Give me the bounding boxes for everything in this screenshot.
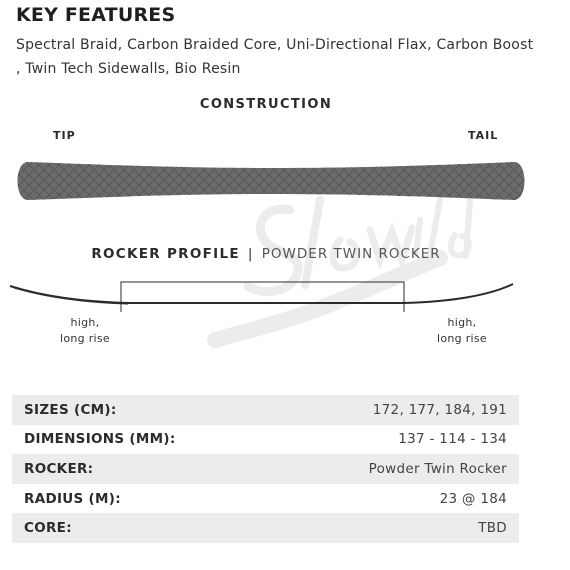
rocker-profile-diagram	[8, 276, 528, 316]
spec-row-radius	[12, 484, 519, 514]
spec-value: 172, 177, 184, 191	[372, 401, 507, 418]
tip-label: TIP	[53, 129, 76, 142]
ski-construction-image	[14, 160, 528, 202]
construction-title: CONSTRUCTION	[199, 97, 333, 112]
spec-label: DIMENSIONS (MM):	[24, 431, 176, 448]
rocker-profile-value: POWDER TWIN ROCKER	[261, 246, 441, 262]
rocker-profile-title	[0, 246, 532, 262]
spec-row-sizes	[12, 395, 519, 425]
spec-label: CORE:	[24, 520, 72, 537]
rise-note-left	[40, 315, 130, 347]
spec-value: 137 - 114 - 134	[398, 431, 507, 448]
rise-note-right	[417, 315, 507, 347]
spec-value: Powder Twin Rocker	[368, 460, 507, 477]
specs-table	[12, 395, 519, 543]
spec-label: SIZES (CM):	[24, 401, 117, 418]
rocker-profile-separator: |	[247, 246, 254, 262]
rise-note-right-text: high, long rise	[436, 316, 487, 345]
spec-row-core	[12, 513, 519, 543]
key-features-text: Spectral Braid, Carbon Braided Core, Uni-Directional Flax, Carbon Boost , Twin Tech Sidewalls, Bio Resin	[16, 37, 534, 77]
spec-row-rocker	[12, 454, 519, 484]
spec-label: RADIUS (M):	[24, 490, 121, 507]
rocker-profile-label: ROCKER PROFILE	[91, 246, 240, 262]
spec-value: TBD	[478, 520, 507, 537]
spec-label: ROCKER:	[24, 460, 94, 477]
spec-row-dimensions	[12, 425, 519, 455]
tail-label: TAIL	[468, 129, 499, 142]
spec-value: 23 @ 184	[439, 490, 507, 507]
rise-note-left-text: high, long rise	[59, 316, 110, 345]
key-features-heading: KEY FEATURES	[16, 4, 176, 26]
